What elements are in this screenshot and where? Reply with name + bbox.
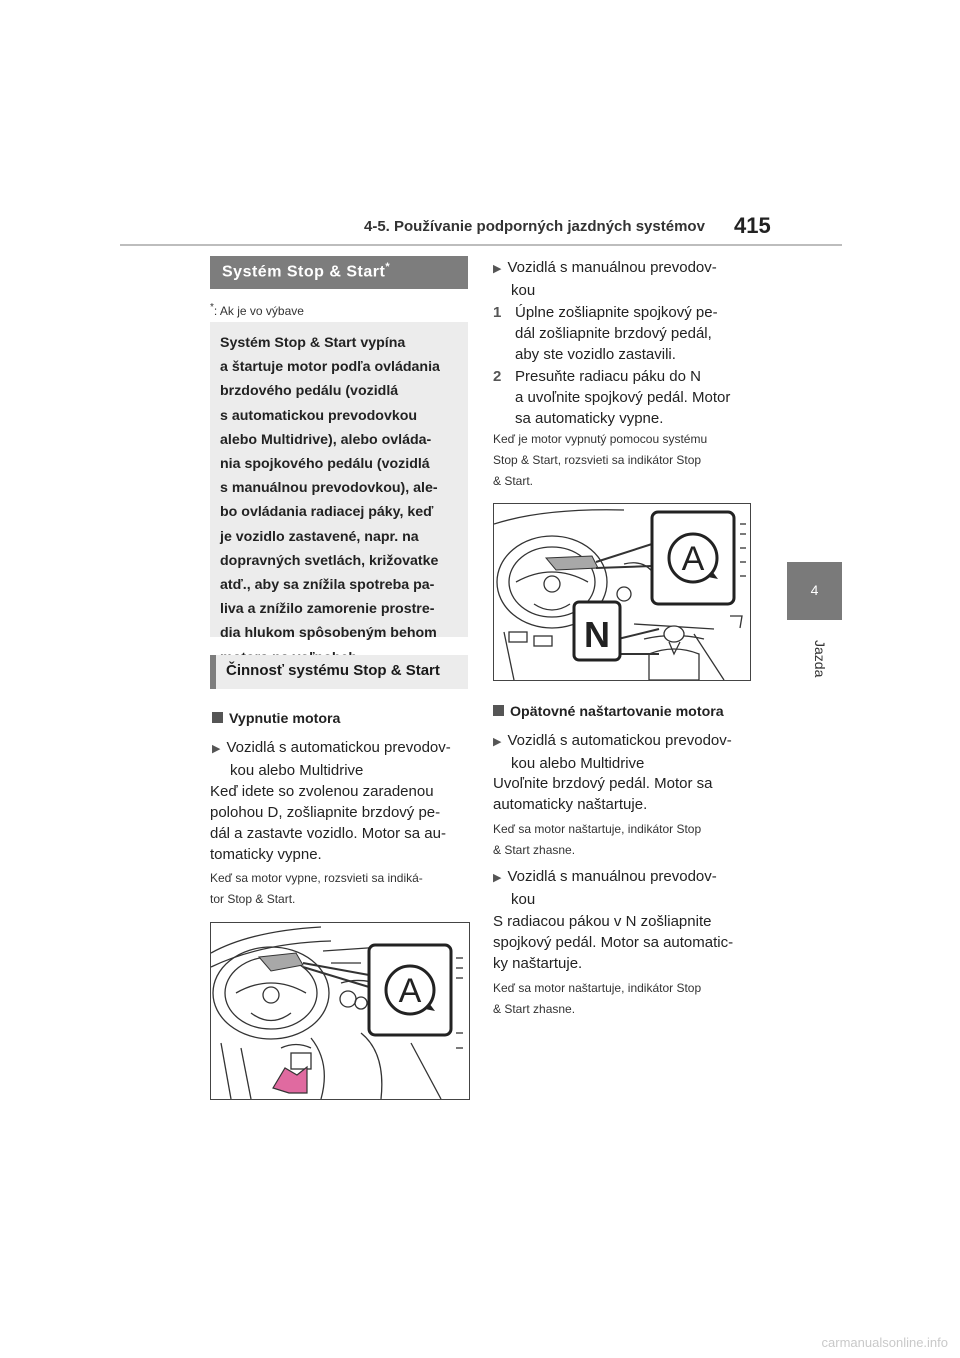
figure-auto-dashboard (210, 922, 470, 1100)
square-bullet-icon (212, 712, 223, 723)
restart-manual-text: S radiacou pákou v N zošliapnite spojkový pedál. Motor sa automatic- ky naštartuje. (493, 913, 734, 972)
chapter-title: 4-5. Používanie podporných jazdných systémov (364, 218, 705, 235)
section-heading-operation: Činnosť systému Stop & Start (210, 655, 468, 689)
engine-off-auto-note: Keď sa motor vypne, rozsvieti sa indiká- tor Stop & Start. (210, 871, 423, 906)
engine-off-auto-text: Keď idete so zvolenou zaradenou polohou D, zošliapnite brzdový pe- dál a zastavte vozidlo. Motor sa au- tomaticky vypne. (210, 783, 446, 863)
step-2: 2 Presuňte radiacu páku do N a uvoľnite spojkový pedál. Motor sa automaticky vypne. (493, 368, 731, 427)
step-1: 1 Úplne zošliapnite spojkový pe- dál zošliapnite brzdový pedál, aby ste vozidlo zastavili. (493, 304, 718, 363)
intro-box: Systém Stop & Start vypína a štartuje motor podľa ovládania brzdového pedálu (vozidlá s automatickou prevodovkou alebo Multidrive), alebo ovláda- nia spojkového pedálu (vozidlá s manuálnou prevodovkou), ale- bo ovládania radiacej páky, keď je vozidlo zastavené, napr. na dopravných svetlách, križovatke atď., aby sa znížila spotreba pa- liva a znížilo zamorenie prostre- dia hlukom spôsobeným behom (210, 322, 468, 637)
subheading-engine-off: Vypnutie motora (212, 711, 340, 727)
manual-dashboard-illustration (494, 504, 750, 680)
header-divider (120, 244, 842, 246)
engine-off-manual-label: ▶ Vozidlá s manuálnou prevodov- kou (493, 259, 717, 299)
section-heading-stop-start: Systém Stop & Start* (210, 256, 468, 289)
page-number: 415 (734, 213, 771, 238)
subheading-restart: Opätovné naštartovanie motora (493, 704, 724, 720)
square-bullet-icon (493, 705, 504, 716)
chapter-tab-label: Jazda (812, 640, 828, 678)
svg-text:N: N (584, 614, 610, 655)
chapter-tab-number: 4 (810, 582, 819, 598)
triangle-bullet-icon: ▶ (493, 872, 502, 884)
triangle-bullet-icon: ▶ (493, 263, 502, 275)
engine-off-manual-note: Keď je motor vypnutý pomocou systému Stop & Start, rozsvieti sa indikátor Stop & Start. (493, 432, 708, 488)
restart-auto-text: Uvoľnite brzdový pedál. Motor sa automaticky naštartuje. (493, 775, 713, 813)
restart-auto-note: Keď sa motor naštartuje, indikátor Stop & Start zhasne. (493, 822, 702, 857)
footnote: *: Ak je vo výbave (210, 302, 304, 318)
engine-off-auto-label: ▶ Vozidlá s automatickou prevodov- kou alebo Multidrive (212, 739, 451, 779)
restart-manual-note: Keď sa motor naštartuje, indikátor Stop & Start zhasne. (493, 981, 702, 1016)
triangle-bullet-icon: ▶ (212, 743, 221, 755)
watermark: carmanualsonline.info (821, 1335, 948, 1350)
figure-manual-dashboard (493, 503, 751, 681)
svg-text:A: A (681, 540, 705, 578)
svg-text:A: A (398, 972, 422, 1010)
triangle-bullet-icon: ▶ (493, 736, 502, 748)
restart-manual-label: ▶ Vozidlá s manuálnou prevodov- kou (493, 868, 717, 908)
restart-auto-label: ▶ Vozidlá s automatickou prevodov- kou alebo Multidrive (493, 732, 732, 772)
dashboard-illustration (211, 923, 469, 1099)
